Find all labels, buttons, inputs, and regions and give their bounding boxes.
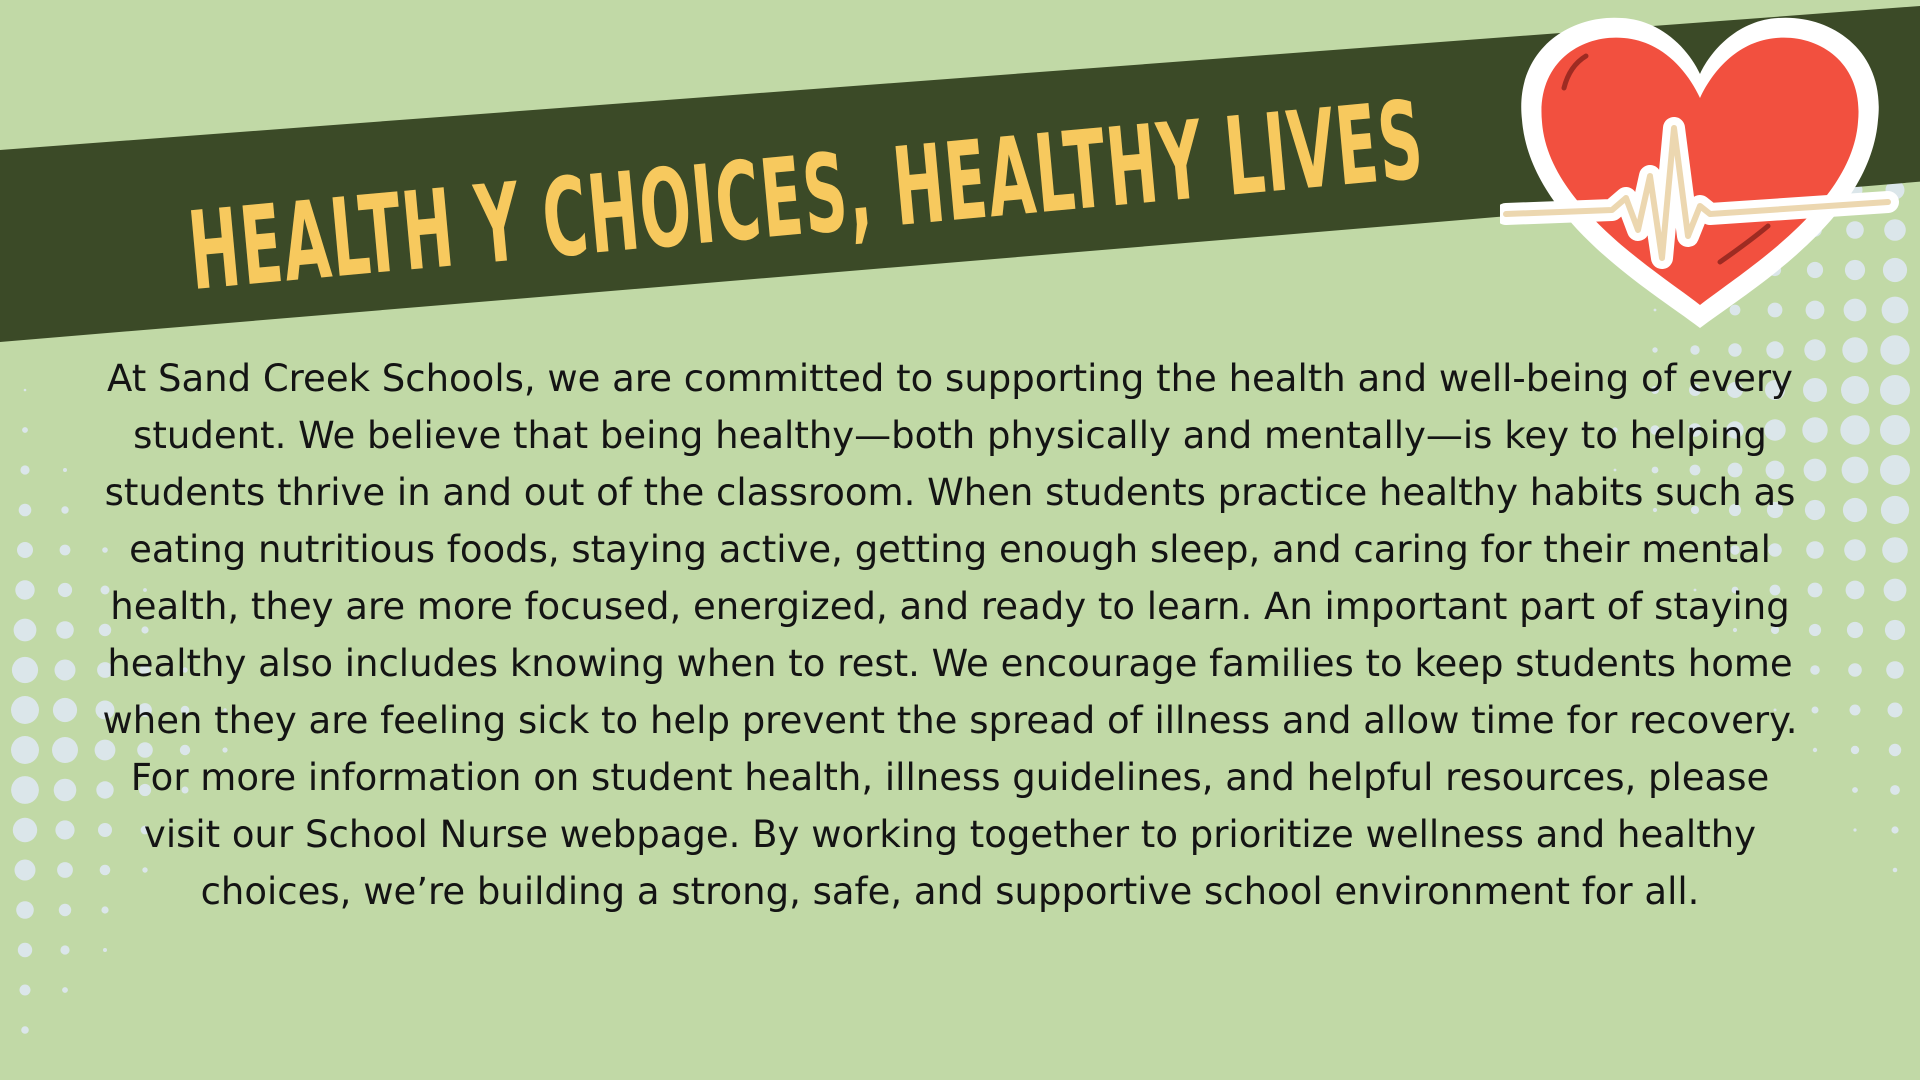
body-paragraph: At Sand Creek Schools, we are committed to supporting the health and well-being of every student. We believe that being healthy—both physically and mentally—is key to helping students thrive in and out of the classroom. When students practice healthy habits such as eating nutritious foods, staying active, getting enough sleep, and caring for their mental health, they are more focused, energized, and ready to learn. An important part of staying healthy also includes knowing when to rest. We encourage families to keep students home when they are feeling sick to help prevent the spread of illness and allow time for recovery. For more information on student health, illness guidelines, and helpful resources, please visit our School Nurse webpage. By working together to prioritize wellness and healthy choices, we’re building a strong, safe, and supportive school environment for all. — [102, 357, 1798, 913]
heart-with-heartbeat-icon — [1500, 0, 1900, 340]
page-title: HEALTH Y CHOICES, HEALTHY LIVES — [183, 78, 1429, 315]
